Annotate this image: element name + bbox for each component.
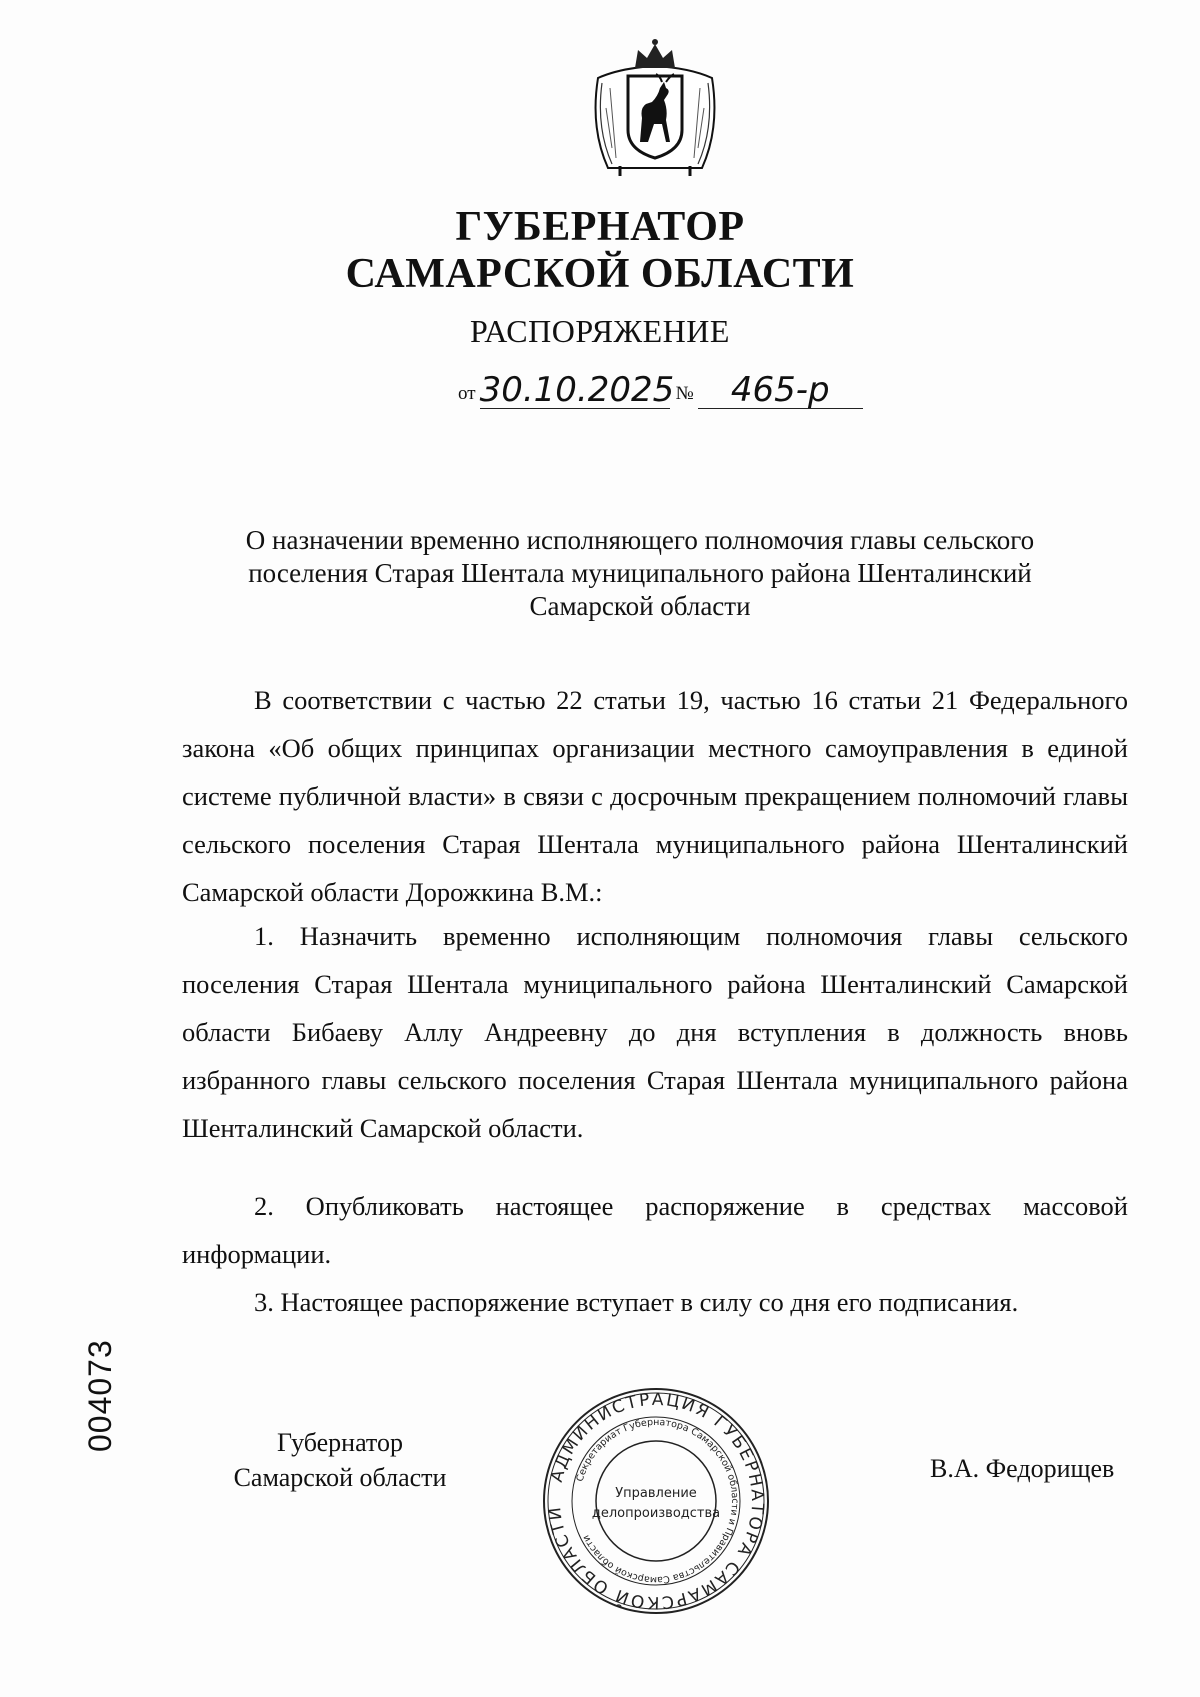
stamp-center-line2: делопроизводства xyxy=(591,1506,721,1521)
coat-of-arms-icon xyxy=(590,38,720,178)
registration-number: 004073 xyxy=(82,1339,118,1452)
stamp-center-line1: Управление xyxy=(615,1486,697,1501)
item-2-paragraph: 2. Опубликовать настоящее распоряжение в средствах массовой информации. xyxy=(182,1191,1128,1269)
document-subject: О назначении временно исполняющего полномочия главы сельского поселения Старая Шентала муниципального района Шенталинский Самарской области xyxy=(245,525,1035,621)
signatory-title-line1: Губернатор xyxy=(277,1428,403,1457)
svg-text:Секретариат Губернатора Самарс xyxy=(575,1417,740,1585)
from-label: от xyxy=(458,383,476,404)
document-number: 465-р xyxy=(698,372,863,409)
stamp-inner-text: Секретариат Губернатора Самарской области и Правительства Самарской области xyxy=(574,1416,741,1586)
signatory-title-line2: Самарской области xyxy=(233,1463,447,1492)
authority-title-line1: ГУБЕРНАТОР xyxy=(455,204,745,250)
official-stamp xyxy=(540,1385,772,1617)
signatory-title xyxy=(200,1425,480,1495)
number-label: № xyxy=(675,383,694,404)
stamp-outer-text: АДМИНИСТРАЦИЯ ГУБЕРНАТОРА САМАРСКОЙ ОБЛАСТИ xyxy=(544,1389,768,1613)
item-1-paragraph: 1. Назначить временно исполняющим полномочия главы сельского поселения Старая Шентала муниципального района Шенталинский Самарской области Бибаеву Аллу Андреевну до дня вступления в должность вновь избранного главы сельского поселения Старая Шентала муниципального района Шенталинский Самарской области. xyxy=(182,921,1128,1143)
preamble-paragraph: В соответствии с частью 22 статьи 19, частью 16 статьи 21 Федерального закона «Об общих принципах организации местного самоуправления в единой системе публичной власти» в связи с досрочным прекращением полномочий главы сельского поселения Старая Шентала муниципального района Шенталинский Самарской области Дорожкина В.М.: xyxy=(182,685,1128,907)
authority-title-line2: САМАРСКОЙ ОБЛАСТИ xyxy=(345,251,855,297)
document-date: 30.10.2025 xyxy=(479,370,675,410)
document-type: РАСПОРЯЖЕНИЕ xyxy=(470,313,730,349)
item-3-paragraph: 3. Настоящее распоряжение вступает в силу со дня его подписания. xyxy=(254,1287,1019,1317)
date-number-line xyxy=(458,372,863,409)
signatory-name: В.А. Федорищев xyxy=(930,1454,1115,1483)
